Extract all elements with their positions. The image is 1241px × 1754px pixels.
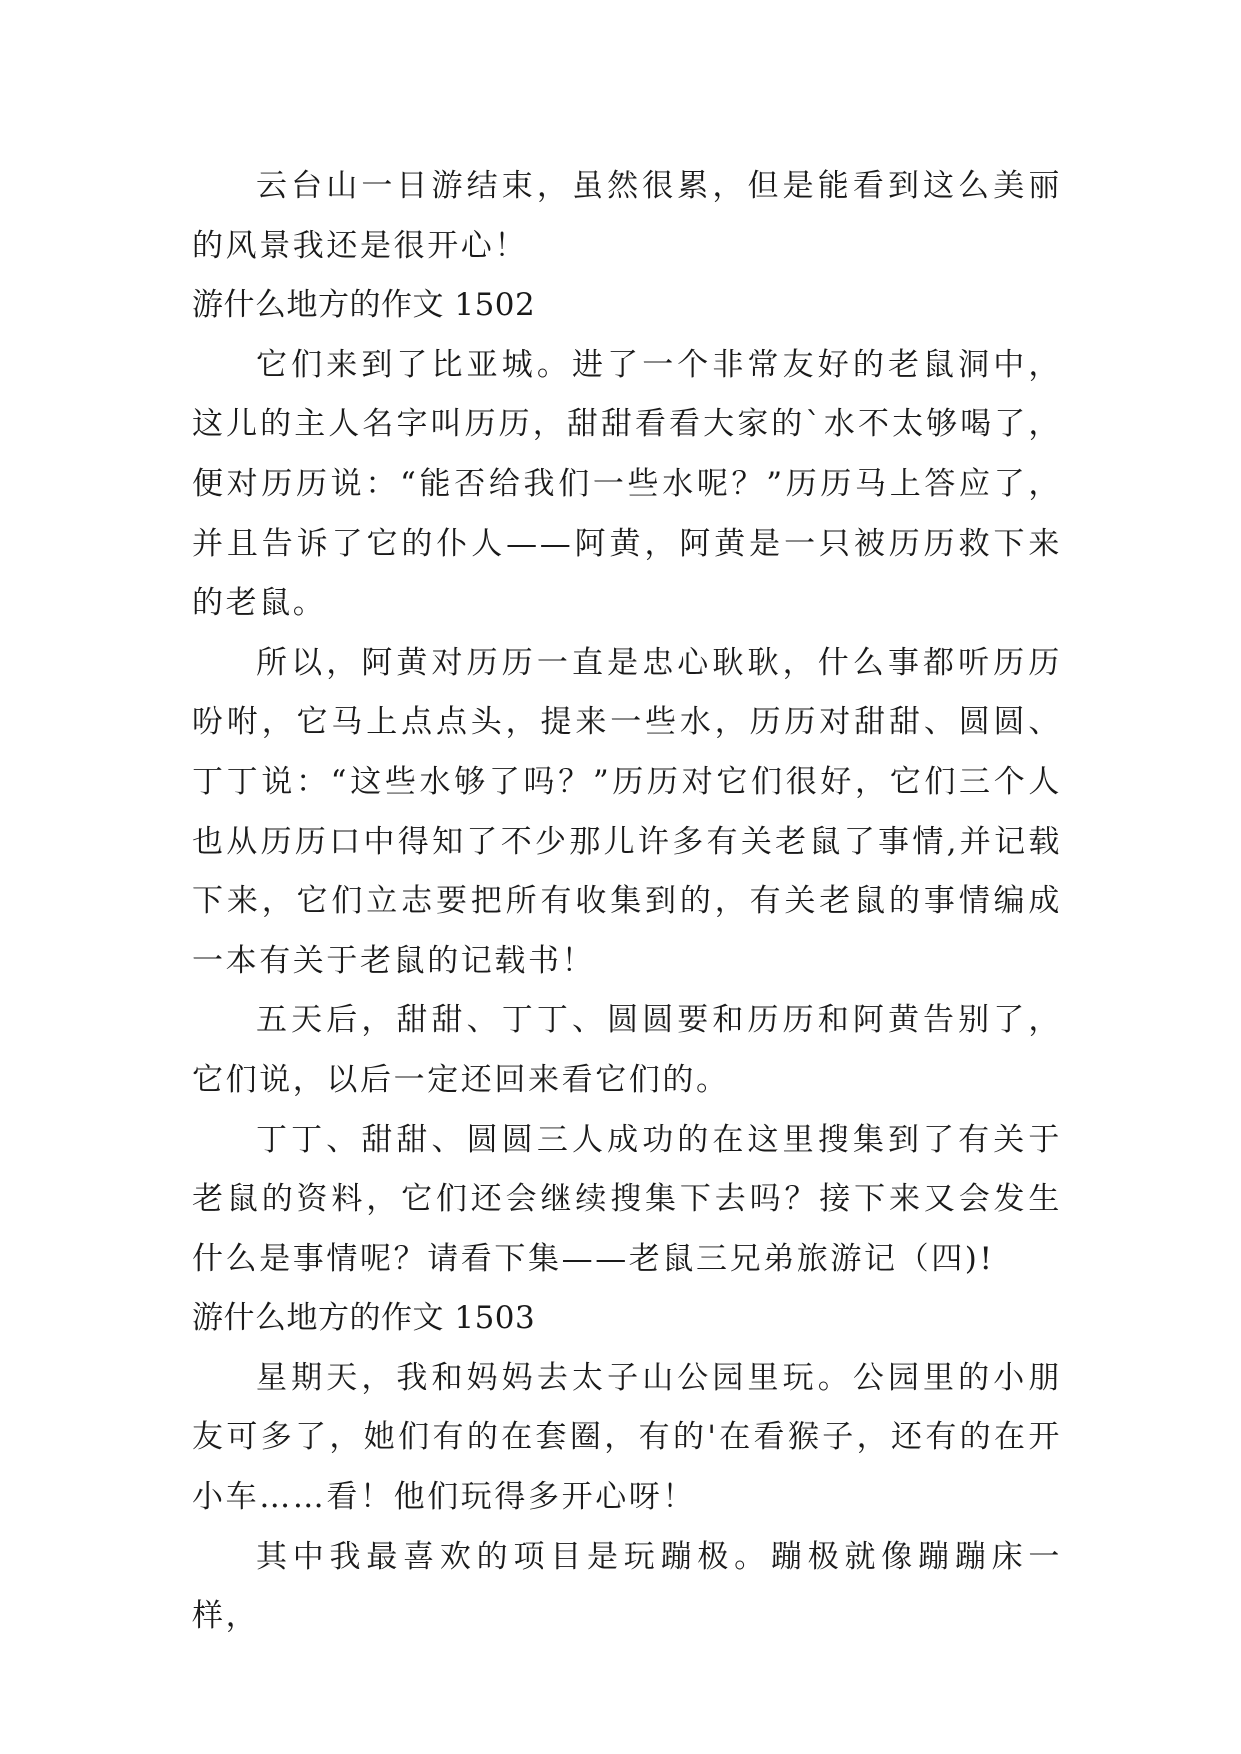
paragraph: 丁丁、甜甜、圆圆三人成功的在这里搜集到了有关于老鼠的资料，它们还会继续搜集下去吗？接下来又会发生什么是事情呢？请看下集——老鼠三兄弟旅游记（四)! (192, 1121, 1062, 1277)
paragraph: 所以，阿黄对历历一直是忠心耿耿，什么事都听历历吩咐，它马上点点头，提来一些水，历历对甜甜、圆圆、丁丁说：“这些水够了吗？”历历对它们很好，它们三个人也从历历口中得知了不少那儿许多有关老鼠了事情,并记载下来，它们立志要把所有收集到的，有关老鼠的事情编成一本有关于老鼠的记载书！ (192, 644, 1062, 979)
paragraph: 五天后，甜甜、丁丁、圆圆要和历历和阿黄告别了，它们说，以后一定还回来看它们的。 (192, 1002, 1062, 1098)
section-heading: 游什么地方的作文 1503 (192, 1300, 536, 1337)
paragraph: 它们来到了比亚城。进了一个非常友好的老鼠洞中，这儿的主人名字叫历历，甜甜看看大家的`水不太够喝了，便对历历说：“能否给我们一些水呢？”历历马上答应了，并且告诉了它的仆人——阿黄，阿黄是一只被历历救下来的老鼠。 (192, 346, 1062, 622)
section-heading: 游什么地方的作文 1502 (192, 287, 536, 324)
paragraph: 其中我最喜欢的项目是玩蹦极。蹦极就像蹦蹦床一样， (192, 1538, 1062, 1635)
paragraph: 云台山一日游结束，虽然很累，但是能看到这么美丽的风景我还是很开心！ (192, 168, 1062, 264)
document-page (192, 157, 1062, 1647)
paragraph: 星期天，我和妈妈去太子山公园里玩。公园里的小朋友可多了，她们有的在套圈，有的'在看猴子，还有的在开小车……看！他们玩得多开心呀！ (192, 1359, 1062, 1516)
